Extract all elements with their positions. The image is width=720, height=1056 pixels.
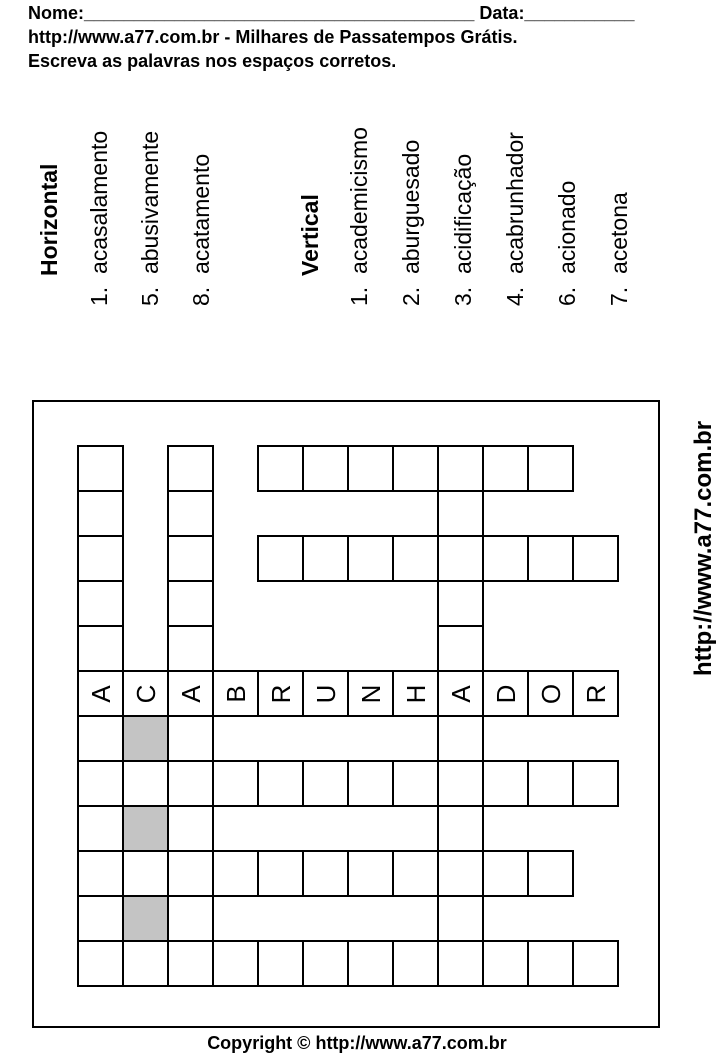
grid-cell[interactable] [212,670,259,717]
grid-cell[interactable] [122,670,169,717]
grid-cell[interactable] [437,535,484,582]
grid-cell[interactable] [167,805,214,852]
grid-cell[interactable] [167,850,214,897]
grid-cell[interactable] [482,670,529,717]
grid-cell[interactable] [527,940,574,987]
grid-cell[interactable] [437,940,484,987]
grid-letter: R [580,684,611,703]
vertical-clue-3: 3. acidificação [450,153,476,306]
grid-letter: A [445,684,476,703]
grid-cell[interactable] [77,850,124,897]
grid-cell[interactable] [77,670,124,717]
grid-cell[interactable] [392,760,439,807]
vertical-clue-2: 2. aburguesado [398,139,424,306]
grid-cell[interactable] [392,670,439,717]
grid-cell[interactable] [302,940,349,987]
grid-cell[interactable] [77,625,124,672]
side-url: http://www.a77.com.br [690,420,717,676]
grid-cell[interactable] [572,760,619,807]
vertical-title: Vertical [297,194,323,276]
grid-letter: A [85,684,116,703]
grid-letter: D [490,684,521,703]
vertical-clue-1: 1. academicismo [346,127,372,306]
grid-cell[interactable] [77,535,124,582]
grid-letter: N [355,684,386,703]
grid-cell[interactable] [437,445,484,492]
grid-cell[interactable] [527,670,574,717]
grid-cell[interactable] [437,490,484,537]
header-instruction: Escreva as palavras nos espaços corretos. [28,51,397,71]
grid-cell[interactable] [437,625,484,672]
grid-cell[interactable] [302,535,349,582]
grid-cell[interactable] [122,760,169,807]
grid-cell[interactable] [167,670,214,717]
grid-cell[interactable] [302,670,349,717]
grid-cell[interactable] [572,940,619,987]
vertical-clue-7: 7. acetona [606,192,632,306]
horizontal-clue-1: 1. acasalamento [86,130,112,306]
horizontal-clue-5: 5. abusivamente [137,130,163,306]
grid-cell[interactable] [572,670,619,717]
grid-cell[interactable] [167,580,214,627]
grid-letter: U [310,684,341,703]
grid-cell[interactable] [527,445,574,492]
grid-cell[interactable] [257,445,304,492]
grid-cell[interactable] [347,760,394,807]
grid-cell[interactable] [167,625,214,672]
grid-cell[interactable] [437,760,484,807]
grid-cell[interactable] [482,535,529,582]
grid-cell[interactable] [347,535,394,582]
grid-letter: R [265,684,296,703]
grid-letter: O [535,683,566,704]
grid-cell[interactable] [527,760,574,807]
grid-cell[interactable] [77,760,124,807]
header-site-line: http://www.a77.com.br - Milhares de Passatempos Grátis. [28,27,518,47]
grid-cell[interactable] [212,940,259,987]
grid-letter: C [130,684,161,703]
grid-letter: H [400,684,431,703]
grid-cell[interactable] [257,670,304,717]
grid-cell[interactable] [482,760,529,807]
grid-cell[interactable] [527,535,574,582]
footer-copyright [0,1032,720,1054]
grid-cell[interactable] [347,670,394,717]
grid-cell[interactable] [302,445,349,492]
grid-cell[interactable] [437,895,484,942]
horizontal-title: Horizontal [36,163,62,276]
grid-cell[interactable] [167,895,214,942]
grid-cell[interactable] [167,490,214,537]
horizontal-clue-8: 8. acatamento [188,153,214,306]
grid-cell[interactable] [167,445,214,492]
grid-cell [122,805,169,852]
grid-cell[interactable] [437,580,484,627]
grid-cell[interactable] [392,535,439,582]
grid-cell[interactable] [167,760,214,807]
grid-cell[interactable] [122,850,169,897]
grid-cell [122,715,169,762]
grid-cell[interactable] [167,535,214,582]
grid-cell[interactable] [392,940,439,987]
vertical-clue-4: 4. acabrunhador [502,132,528,306]
grid-cell[interactable] [77,895,124,942]
grid-cell[interactable] [347,940,394,987]
grid-cell[interactable] [437,670,484,717]
grid-cell[interactable] [482,940,529,987]
grid-cell[interactable] [302,850,349,897]
grid-cell[interactable] [437,850,484,897]
grid-cell[interactable] [212,760,259,807]
grid-cell[interactable] [257,535,304,582]
grid-cell[interactable] [347,445,394,492]
grid-cell[interactable] [167,940,214,987]
vertical-clue-6: 6. acionado [554,180,580,306]
grid-cell[interactable] [572,535,619,582]
grid-cell[interactable] [257,940,304,987]
grid-cell[interactable] [77,580,124,627]
grid-cell[interactable] [77,715,124,762]
grid-cell[interactable] [257,850,304,897]
grid-cell[interactable] [437,805,484,852]
grid-cell[interactable] [392,445,439,492]
grid-cell[interactable] [122,940,169,987]
grid-cell [122,895,169,942]
grid-cell[interactable] [77,940,124,987]
header-name-date-line: Nome:_______________________________________ Data:___________ [28,3,635,23]
grid-cell[interactable] [437,715,484,762]
grid-cell[interactable] [77,805,124,852]
grid-cell[interactable] [77,490,124,537]
grid-cell[interactable] [257,760,304,807]
grid-cell[interactable] [347,850,394,897]
grid-cell[interactable] [527,850,574,897]
footer-text: Copyright © http://www.a77.com.br [207,1033,507,1053]
grid-cell[interactable] [392,850,439,897]
grid-letter: B [220,684,251,703]
grid-cell[interactable] [167,715,214,762]
grid-letter: A [175,684,206,703]
grid-cell[interactable] [482,850,529,897]
grid-cell[interactable] [77,445,124,492]
grid-cell[interactable] [482,445,529,492]
grid-cell[interactable] [212,850,259,897]
grid-cell[interactable] [302,760,349,807]
